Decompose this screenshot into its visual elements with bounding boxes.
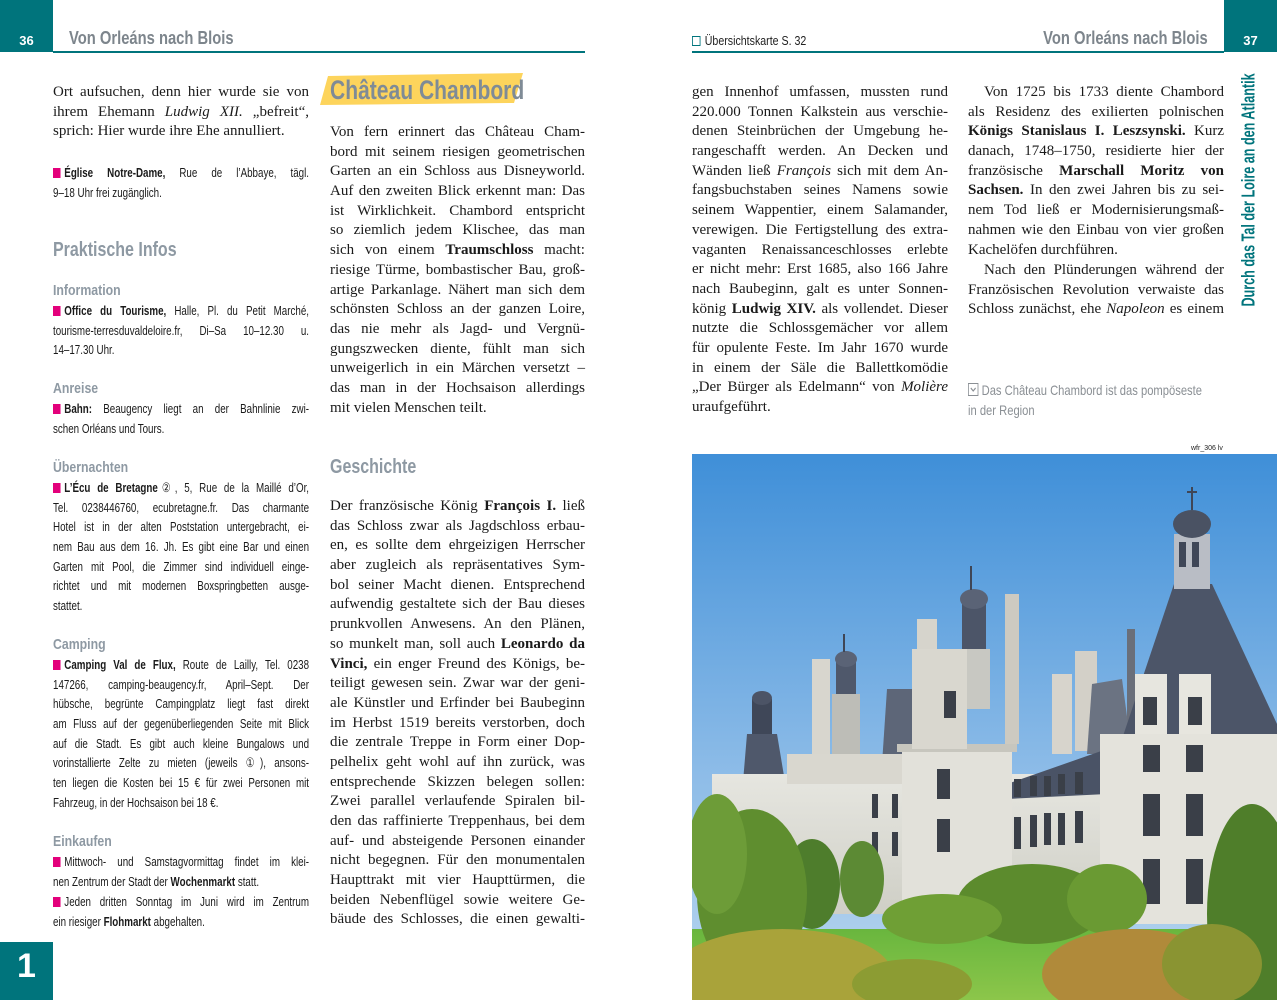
text-line xyxy=(330,674,585,694)
text-line xyxy=(53,872,309,892)
text-run: 147266, camping-beaugency.fr, April–Sept. Der xyxy=(53,676,310,692)
text-run: Halle, Pl. du Petit Marché, xyxy=(166,303,310,318)
info-entry xyxy=(53,478,309,616)
text-line xyxy=(692,398,948,418)
text-run: Route de Lailly, Tel. 0238 xyxy=(175,657,310,672)
info-entry xyxy=(53,892,309,931)
text-line xyxy=(692,280,948,300)
text-line xyxy=(330,536,585,556)
text-run: teiligt gewesen sein. Zwar war der geni- xyxy=(330,675,585,692)
text-line xyxy=(53,773,309,793)
text-line xyxy=(692,162,948,182)
text-run: Sachsen. xyxy=(968,182,1024,199)
text-run: bord mit seinem riesigen geometrischen xyxy=(330,143,585,160)
text-run: Auf den zweiten Blick erkennt man: Das xyxy=(330,183,585,200)
text-run: Garten an ein Schloss aus Disneyworld. xyxy=(330,163,585,180)
text-run: tourisme-terresduvaldeloire.fr, Di–Sa 10–12.30 u. xyxy=(53,322,310,338)
text-line xyxy=(330,753,585,773)
info-entry xyxy=(53,655,309,813)
text-run: Von 1725 bis 1733 diente Chambord xyxy=(984,84,1224,100)
text-line xyxy=(53,183,309,203)
text-run: Molière xyxy=(901,379,948,396)
text-line xyxy=(692,122,948,142)
text-run: stattet. xyxy=(53,598,83,614)
text-line xyxy=(53,103,309,123)
text-run: das Schloss zwar als Jagdschloss erbau- xyxy=(330,517,585,534)
text-run: nem Tod ließ er Modernisierungsmaß- xyxy=(968,202,1224,219)
section-heading: Einkaufen xyxy=(53,833,112,850)
text-run: Wänden ließ xyxy=(692,162,777,179)
text-run: artige Parkanlage. Nähert man sich dem xyxy=(330,281,585,298)
text-run: Leonardo da xyxy=(500,635,586,652)
paragraph xyxy=(330,497,585,930)
text-line xyxy=(968,300,1224,320)
text-run: Französischen Revolution verwaiste das xyxy=(968,281,1224,298)
caption-line: Das Château Chambord ist das pompöseste xyxy=(981,382,1202,398)
text-run: Jeden dritten Sonntag im Juni wird im Zentrum xyxy=(64,894,310,909)
article-title-text: Château Chambord xyxy=(330,75,525,105)
text-run: sich von einem xyxy=(330,242,446,259)
side-tab xyxy=(1238,73,1260,357)
text-run: so munkelt man, soll auch xyxy=(330,635,501,652)
text-run: das man in der Hochsaison allerdings xyxy=(330,379,585,396)
text-run: Zwei parallel verlaufende Spiralen bil- xyxy=(330,793,585,810)
text-run: ein enger Freund des Königs, be- xyxy=(367,655,585,672)
running-title-right: Von Orleáns nach Blois xyxy=(1043,28,1208,48)
text-run: bol seiner Macht dienen. Entsprechend xyxy=(330,576,585,593)
section-heading: Information xyxy=(53,282,121,299)
text-run: fangsbuchstaben seines Namens sowie xyxy=(692,182,948,199)
text-run: Église Notre-Dame, xyxy=(64,165,166,180)
map-reference-text: Übersichtskarte S. 32 xyxy=(704,34,807,48)
photo-caption xyxy=(968,380,1232,420)
section-heading: Anreise xyxy=(53,380,99,397)
text-line xyxy=(330,773,585,793)
text-run: gen Innenhof umfassen, mussten rund xyxy=(692,84,948,100)
text-line xyxy=(968,221,1224,241)
text-line xyxy=(330,576,585,596)
text-run: ten liegen die Kosten bei 15 € für zwei Personen mit xyxy=(53,775,310,791)
text-run: Von fern erinnert das Château Cham- xyxy=(330,124,585,140)
text-run: Kurz xyxy=(1185,123,1224,140)
text-run: ihrem Ehemann xyxy=(53,103,165,120)
text-line xyxy=(330,241,585,261)
text-line xyxy=(330,517,585,537)
text-line xyxy=(968,83,1224,103)
text-run: Camping Val de Flux, xyxy=(64,657,176,672)
text-run: als vollendet. Dieser xyxy=(815,300,948,317)
text-run: François I. xyxy=(484,498,557,514)
text-run: das nie mehr als Jagd- und Vergnü- xyxy=(330,320,585,337)
text-line xyxy=(330,714,585,734)
text-run: Beaugency liegt an der Bahnlinie zwi- xyxy=(92,401,310,416)
photo-credit: wfr_306 lv xyxy=(1191,445,1223,452)
text-line xyxy=(968,201,1224,221)
text-run: seinem Wappentier, einem Salamander, xyxy=(692,202,948,219)
text-run: macht: xyxy=(533,242,585,259)
text-run: „Der Bürger als Edelmann“ von xyxy=(692,379,902,396)
text-line xyxy=(53,596,309,616)
text-line xyxy=(53,852,309,872)
text-run: richtet und mit modernen Boxspringbetten ausge- xyxy=(53,578,310,594)
text-line xyxy=(330,162,585,182)
text-run: nach Baubeginn, galt es unter Sonnen- xyxy=(692,280,948,297)
text-line xyxy=(692,181,948,201)
text-run: auf die Stadt. Es gibt auch kleine Bungalows und xyxy=(53,735,310,751)
text-run: denen Steinbrüchen der Umgebung he- xyxy=(692,123,948,140)
text-line xyxy=(692,241,948,261)
text-run: ein riesiger xyxy=(53,913,104,929)
text-run: mit vielen Menschen teilt. xyxy=(330,399,487,416)
paragraph xyxy=(692,83,948,418)
text-line xyxy=(330,182,585,202)
text-run: nem Bau aus dem 16. Jh. Es gibt eine Bar und einen xyxy=(53,539,310,555)
text-line xyxy=(53,122,309,142)
text-line xyxy=(968,162,1224,182)
text-line xyxy=(330,300,585,320)
text-run: abgehalten. xyxy=(150,913,205,929)
bullet-square-icon xyxy=(53,483,61,493)
caption-line: in der Region xyxy=(968,402,1035,418)
chapter-tab xyxy=(0,942,53,1000)
text-run: hübsche, begrünte Campingplatz liegt fast direkt xyxy=(53,696,310,712)
page-number-right: 37 xyxy=(1243,33,1258,48)
text-run: Schloss zunächst, ehe xyxy=(968,301,1107,318)
text-run: „befreit“, xyxy=(242,103,309,120)
text-run: so ziemlich jedem Klischee, das man xyxy=(330,222,585,239)
text-run: Wochenmarkt xyxy=(170,873,236,889)
info-entry xyxy=(53,301,309,360)
info-entry xyxy=(53,163,309,202)
text-line xyxy=(53,399,309,419)
text-run: nen Zentrum der Stadt der xyxy=(53,873,171,889)
text-run: am Fluss auf der gegenüberliegenden Seite mit Blick xyxy=(53,716,310,732)
text-line xyxy=(968,261,1224,281)
text-line xyxy=(330,891,585,911)
text-line xyxy=(330,615,585,635)
text-run: Garten mit Pool, die Zimmer sind individuell einge- xyxy=(53,558,310,574)
side-tab-text: Durch das Tal der Loire an den Atlantik xyxy=(1238,73,1259,307)
section-heading: Übernachten xyxy=(53,459,129,476)
text-line xyxy=(330,320,585,340)
text-line xyxy=(692,201,948,221)
text-run: entsprechende Skizzen belegen sollen: xyxy=(330,773,585,790)
text-run: Mittwoch- und Samstagvormittag findet im klei- xyxy=(64,854,310,869)
text-line xyxy=(53,517,309,537)
text-line xyxy=(692,300,948,320)
text-line xyxy=(330,556,585,576)
text-run: Rue de l’Abbaye, tägl. xyxy=(165,165,310,180)
text-line xyxy=(330,340,585,360)
text-run: nahmen wie den Einbau von vier großen xyxy=(968,221,1224,238)
text-line xyxy=(692,359,948,379)
paragraph xyxy=(968,83,1224,260)
text-run: pelhelix geht wohl auf ihn zurück, was xyxy=(330,753,585,770)
text-line xyxy=(330,871,585,891)
section-heading: Praktische Infos xyxy=(53,239,177,261)
text-line xyxy=(330,221,585,241)
text-line xyxy=(330,281,585,301)
text-line xyxy=(53,301,309,321)
text-line xyxy=(330,379,585,399)
text-run: 14–17.30 Uhr. xyxy=(53,342,115,358)
text-run: statt. xyxy=(235,873,260,889)
paragraph xyxy=(330,123,585,418)
text-run: unweigerlich in ein Märchen versetzt – xyxy=(330,360,585,377)
text-line xyxy=(53,675,309,695)
text-run: Nach den Plünderungen während der xyxy=(984,262,1224,278)
section-heading: Geschichte xyxy=(330,456,417,478)
text-run: vorinstallierte Zelte zu mieten (jeweils ①), ansons- xyxy=(53,755,310,771)
text-run: es einem xyxy=(1164,301,1224,318)
text-line xyxy=(53,734,309,754)
text-line xyxy=(330,143,585,163)
info-entry xyxy=(53,399,309,438)
text-run: ②, 5, Rue de la Maillé d’Or, xyxy=(157,480,310,495)
text-run: aufwendig gestaltete sich der Bau dieses xyxy=(330,596,585,613)
header-rule-left xyxy=(53,51,585,53)
page-number-left: 36 xyxy=(19,33,34,48)
text-line xyxy=(692,83,948,103)
text-run: schen Orléans und Tours. xyxy=(53,420,165,436)
text-line xyxy=(692,103,948,123)
running-title-left: Von Orleáns nach Blois xyxy=(69,28,234,48)
text-run: im Herbst 1519 bereits verstorben, doch xyxy=(330,714,585,731)
text-line xyxy=(692,319,948,339)
text-line xyxy=(53,576,309,596)
chapter-number: 1 xyxy=(17,947,36,985)
bullet-square-icon xyxy=(53,897,61,907)
text-run: auf- und absteigende Personen einander xyxy=(330,832,585,849)
text-line xyxy=(968,122,1224,142)
text-run: den das raffinierte Treppenhaus, bei dem xyxy=(330,813,585,829)
text-line xyxy=(53,714,309,734)
text-line xyxy=(330,694,585,714)
text-line xyxy=(53,340,309,360)
bullet-square-icon xyxy=(53,857,61,867)
text-line xyxy=(53,498,309,518)
text-line xyxy=(53,912,309,932)
text-run: Fahrzeug, in der Hochsaison bei 18 €. xyxy=(53,794,219,810)
text-run: könig xyxy=(692,300,732,317)
text-run: 220.000 Tonnen Kalkstein aus verschie- xyxy=(692,103,948,120)
text-line xyxy=(968,181,1224,201)
text-run: ließ xyxy=(556,498,585,514)
chevron-down-box-icon xyxy=(968,383,978,396)
text-run: Bahn: xyxy=(64,401,93,416)
text-run: Königs Stanislaus I. Leszsynski. xyxy=(968,123,1186,140)
text-line xyxy=(692,260,948,280)
text-run: Flohmarkt xyxy=(103,913,151,929)
text-run: Kachelöfen durchführen. xyxy=(968,241,1118,258)
text-line xyxy=(968,142,1224,162)
text-run: uraufgeführt. xyxy=(692,399,771,415)
text-line xyxy=(692,378,948,398)
text-run: bäude des Schlosses, die einen gewalti- xyxy=(330,911,585,928)
text-line xyxy=(330,123,585,143)
text-run: Ludwig XII. xyxy=(164,103,243,120)
text-run: französische xyxy=(968,162,1060,179)
text-line xyxy=(53,83,309,103)
text-run: Tel. 0238446760, ecubretagne.fr. Das charmante xyxy=(53,499,310,515)
text-line xyxy=(330,595,585,615)
text-run: Marschall Moritz von xyxy=(1059,162,1224,179)
text-line xyxy=(330,910,585,930)
text-run: vaganten Renaissanceschlosses erlebte xyxy=(692,241,948,258)
text-run: François xyxy=(776,162,831,179)
text-run: prunkvollen Anwesens. An den Plänen, xyxy=(330,616,585,633)
text-run: gungszwecken diente, fühlt man sich xyxy=(330,340,585,357)
text-line xyxy=(53,892,309,912)
text-run: Ludwig XIV. xyxy=(731,300,816,317)
text-line xyxy=(53,419,309,439)
text-run: beiden Nebenflügel sowie weitere Ge- xyxy=(330,891,585,908)
text-run: en, es sollte dem ehrgeizigen Herrscher xyxy=(330,537,585,554)
header-rule-right xyxy=(692,51,1224,53)
text-run: L’Écu de Bretagne xyxy=(64,480,158,495)
text-run: ist Wirklichkeit. Chambord entspricht xyxy=(330,202,585,219)
text-line xyxy=(330,792,585,812)
map-reference[interactable] xyxy=(692,34,806,48)
text-run: riesige Türme, bombastischer Bau, groß- xyxy=(330,261,585,278)
text-run: Haupttrakt mit vier Haupttürmen, die xyxy=(330,872,585,889)
text-line xyxy=(330,359,585,379)
text-line xyxy=(53,753,309,773)
text-line xyxy=(330,851,585,871)
text-run: ale Künstler und Erfinder bei Baubeginn xyxy=(330,694,585,711)
text-run: Vinci, xyxy=(330,655,368,672)
map-square-icon xyxy=(692,36,701,46)
text-line xyxy=(330,635,585,655)
text-line xyxy=(53,557,309,577)
text-line xyxy=(330,261,585,281)
text-line xyxy=(330,812,585,832)
section-heading: Camping xyxy=(53,636,106,653)
text-run: schönsten Schloss an der ganzen Loire, xyxy=(330,301,585,318)
text-line xyxy=(53,655,309,675)
paragraph xyxy=(53,83,309,142)
text-line xyxy=(330,655,585,675)
text-run: die zentrale Treppe in Form einer Dop- xyxy=(330,734,585,751)
text-run: als Residenz des exilierten polnischen xyxy=(968,103,1224,120)
text-line xyxy=(53,537,309,557)
text-run: sprich: Hier wurde ihre Ehe annulliert. xyxy=(53,123,285,140)
text-run: Traumschloss xyxy=(445,242,534,259)
text-run: Hotel ist in der alten Poststation untergebracht, ei- xyxy=(53,519,310,535)
paragraph xyxy=(968,261,1224,320)
text-run: Der französische König xyxy=(330,498,485,514)
text-line xyxy=(53,694,309,714)
bullet-square-icon xyxy=(53,660,61,670)
text-run: 9–18 Uhr frei zugänglich. xyxy=(53,184,162,200)
text-line xyxy=(968,103,1224,123)
text-line xyxy=(692,339,948,359)
text-run: für opulente Feste. Im Jahr 1670 wurde xyxy=(692,339,948,356)
text-run: Ort aufsuchen, denn hier wurde sie von xyxy=(53,84,309,100)
text-run: rangeschafft werden. An Decken und xyxy=(692,143,948,160)
text-line xyxy=(330,832,585,852)
text-run: sich mit dem An- xyxy=(830,162,949,179)
text-line xyxy=(53,163,309,183)
text-run: aber zugleich als repräsentatives Sym- xyxy=(330,557,585,574)
text-run: verewigen. Die Fertigstellung des extra- xyxy=(692,221,948,238)
text-run: Office du Tourisme, xyxy=(64,303,167,318)
text-line xyxy=(53,321,309,341)
chateau-chambord-photo xyxy=(692,454,1277,1000)
text-line xyxy=(53,793,309,813)
text-run: er nicht mehr: Erst 1685, also 166 Jahre xyxy=(692,261,948,278)
text-line xyxy=(692,221,948,241)
text-run: danach, 1748–1750, residierte hier der xyxy=(968,143,1224,160)
text-line xyxy=(330,497,585,517)
text-line xyxy=(330,399,585,419)
text-run: nicht begegnen. Für den monumentalen xyxy=(330,852,585,869)
text-run: Napoleon xyxy=(1106,301,1165,318)
page-number-tab-left xyxy=(0,0,53,52)
info-entry xyxy=(53,852,309,891)
text-run: In den zwei Jahren bis zu sei- xyxy=(1023,182,1224,199)
text-line xyxy=(330,202,585,222)
text-line xyxy=(968,241,1224,261)
bullet-square-icon xyxy=(53,404,61,414)
bullet-square-icon xyxy=(53,168,61,178)
text-run: in einem der Säle die Ballettkomödie xyxy=(692,359,948,376)
text-run: nutzte die Schlossgemächer vor allem xyxy=(692,320,948,337)
bullet-square-icon xyxy=(53,306,61,316)
text-line xyxy=(692,142,948,162)
text-line xyxy=(330,733,585,753)
text-line xyxy=(53,478,309,498)
text-line xyxy=(968,281,1224,301)
page-number-tab-right xyxy=(1224,0,1277,52)
